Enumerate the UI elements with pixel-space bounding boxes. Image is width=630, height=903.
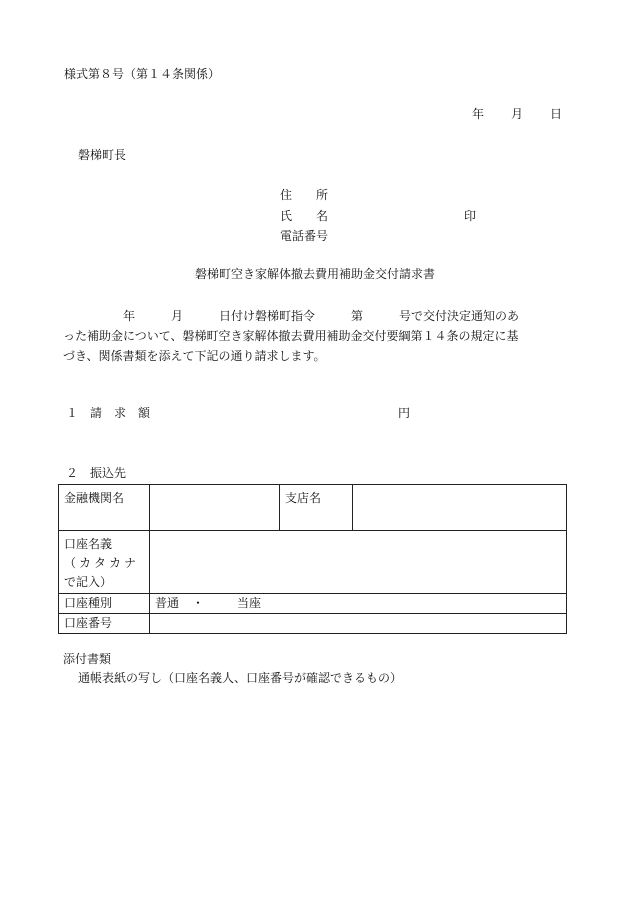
account-number-label: 口座番号	[59, 614, 150, 634]
account-holder-label-line-2: （カタカナ	[64, 556, 140, 570]
account-number-field[interactable]	[150, 614, 567, 634]
account-type-current[interactable]: 当座	[237, 596, 262, 610]
addressee: 磐梯町長	[78, 148, 127, 162]
applicant-address-label: 住 所	[280, 188, 329, 202]
date-day: 日	[550, 107, 563, 121]
bank-account-table	[58, 484, 567, 634]
paragraph-line-1: 年 月 日付け磐梯町指令 第 号で交付決定通知のあ	[63, 309, 520, 323]
paragraph-line-2: った補助金について、磐梯町空き家解体撤去費用補助金交付要綱第１４条の規定に基	[63, 329, 519, 343]
table-row	[59, 485, 567, 531]
attachment-item: 通帳表紙の写し（口座名義人、口座番号が確認できるもの）	[78, 671, 403, 685]
date-month: 月	[511, 107, 524, 121]
bank-name-field[interactable]	[150, 485, 280, 531]
attachments-heading: 添付書類	[63, 652, 112, 666]
table-row	[59, 531, 567, 594]
bank-name-label: 金融機関名	[59, 485, 150, 531]
account-type-field[interactable]	[150, 594, 567, 614]
account-type-ordinary[interactable]: 普通	[155, 596, 180, 610]
branch-name-label: 支店名	[280, 485, 353, 531]
applicant-phone-label: 電話番号	[280, 229, 329, 243]
request-paragraph	[63, 306, 573, 366]
document-title: 磐梯町空き家解体撤去費用補助金交付請求書	[194, 267, 435, 281]
account-holder-label-line-3: で記入）	[64, 575, 113, 589]
yen-unit: 円	[398, 406, 411, 420]
table-row	[59, 614, 567, 634]
transfer-heading: ２ 振込先	[66, 466, 127, 480]
account-type-separator: ・	[192, 596, 205, 610]
applicant-name-label: 氏 名	[280, 209, 329, 223]
request-amount-label: １ 請 求 額	[66, 406, 151, 420]
date-year: 年	[472, 107, 485, 121]
account-holder-field[interactable]	[150, 531, 567, 594]
form-number: 様式第８号（第１４条関係）	[64, 67, 221, 81]
paragraph-line-3: づき、関係書類を添えて下記の通り請求します。	[63, 349, 326, 363]
seal-mark: 印	[464, 209, 477, 223]
branch-name-field[interactable]	[353, 485, 567, 531]
table-row	[59, 594, 567, 614]
account-type-label: 口座種別	[59, 594, 150, 614]
date-line	[472, 108, 562, 120]
account-holder-label	[59, 531, 150, 594]
account-holder-label-line-1: 口座名義	[64, 537, 113, 551]
